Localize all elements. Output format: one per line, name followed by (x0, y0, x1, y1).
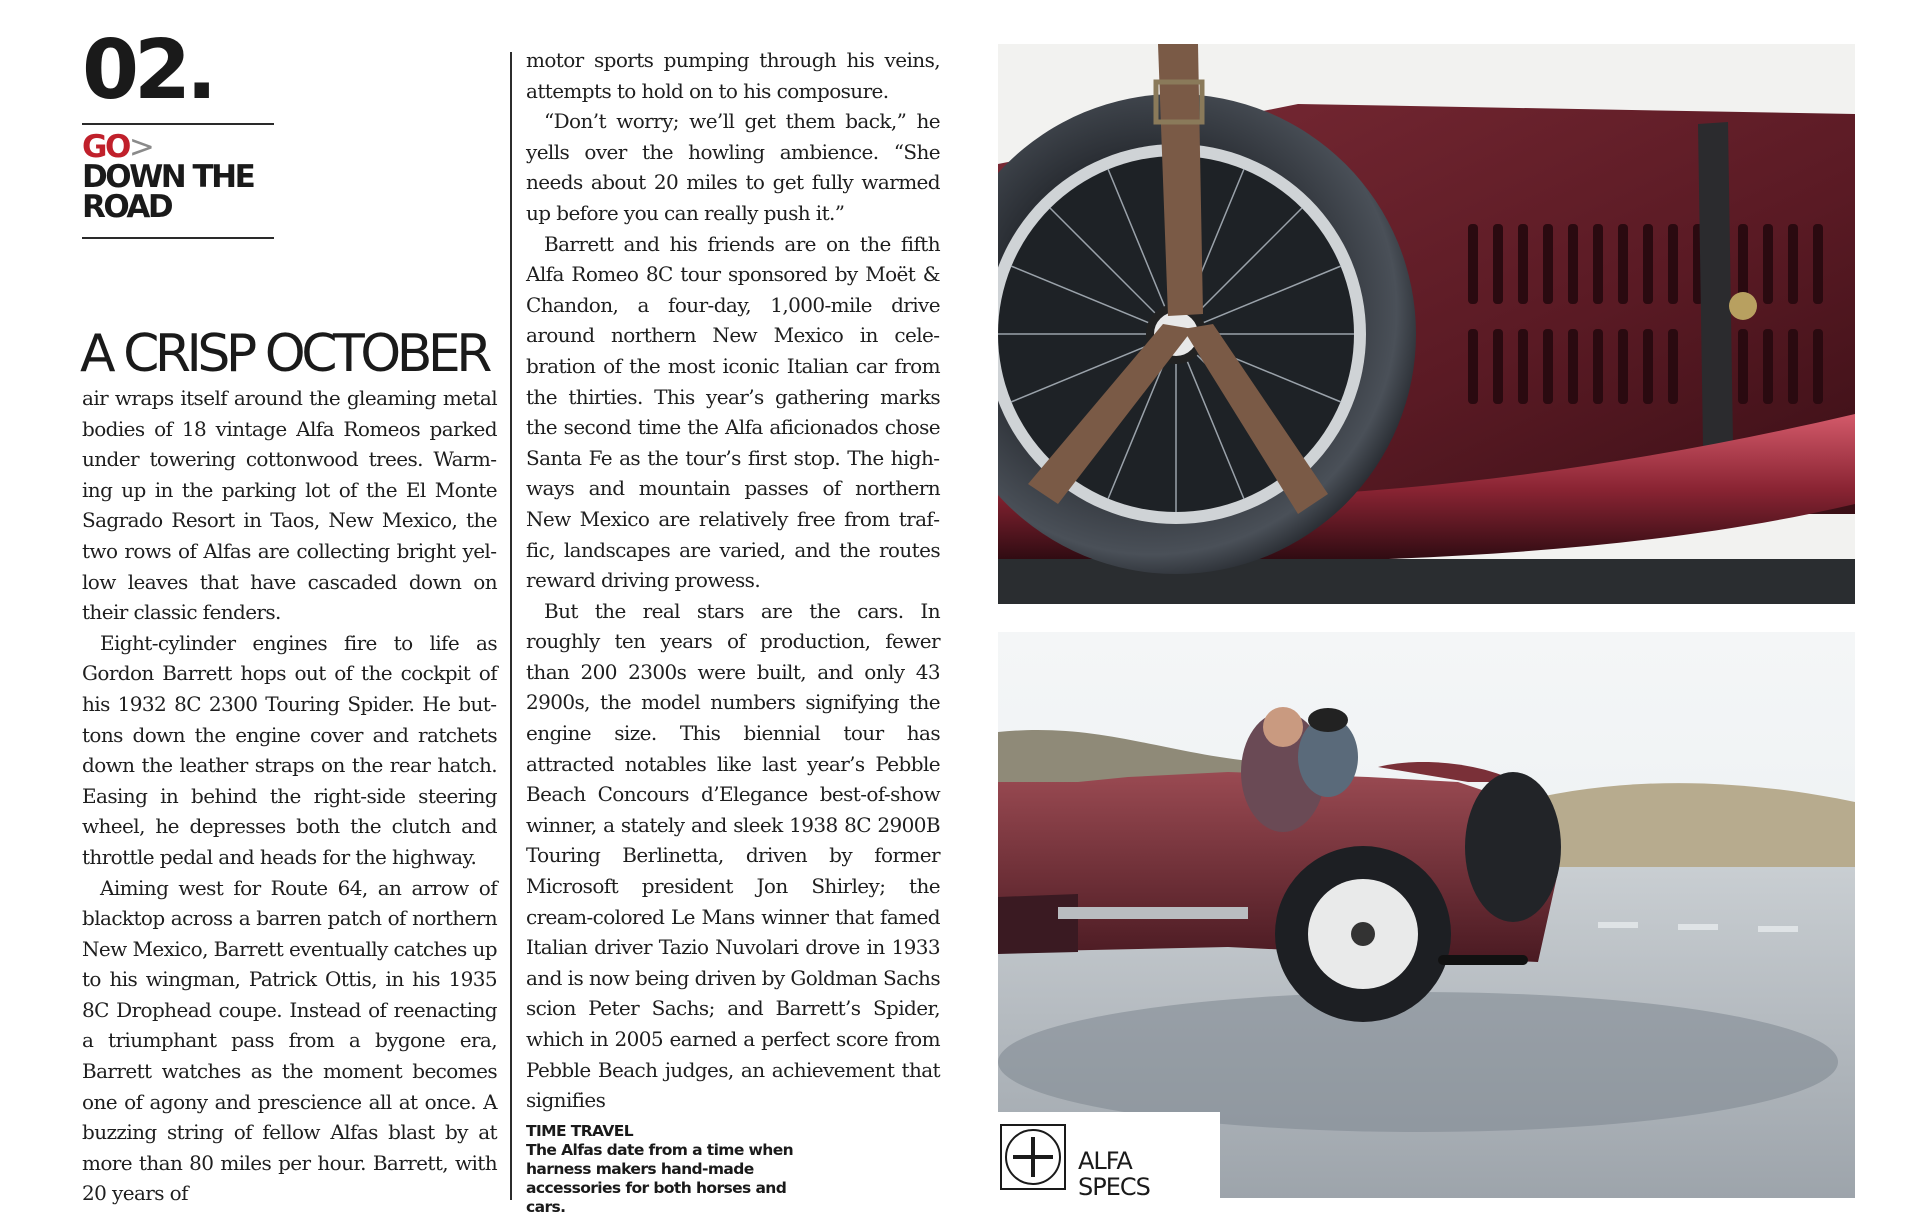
header-rule-top (82, 123, 274, 125)
paragraph: air wraps itself around the gleaming metal bodies of 18 vintage Alfa Romeos parked under towering cottonwood trees. Warming up in the parking lot of the El Monte Sagrado Resort in Taos, New Mexico, the two rows of Alfas are collecting bright yellow leaves that have cascaded down on their classic fenders. (82, 386, 497, 625)
kicker-go: GO (82, 129, 129, 165)
paragraph: Eight-cylinder engines fire to life as Gordon Barrett hops out of the cockpit of his 1932 8C 2300 Touring Spider. He buttons down the engine cover and ratchets down the leather straps on the rear hatch. Easing in behind the right-side steering wheel, he depresses both the clutch and throttle pedal and heads for the highway. (82, 630, 497, 869)
photo-spare-wheel (998, 44, 1855, 604)
photo-caption (526, 1122, 826, 1217)
section-kicker (82, 129, 282, 225)
section-number: 02. (82, 23, 213, 118)
article-headline: A CRISP OCTOBER (80, 324, 488, 384)
paragraph: Barrett and his friends are on the fifth Alfa Romeo 8C tour sponsored by Moët & Chandon, a four-day, 1,000-mile drive around northern New Mexico in celebration of the most iconic Italian car from the thirties. This year’s gathering marks the second time the Alfa aficionados chose Santa Fe as the tour’s first stop. The highways and mountain passes of northern New Mexico are relatively free from traffic, landscapes are varied, and the routes reward driving prowess. (526, 231, 940, 593)
specs-label-line1: ALFA (1078, 1147, 1132, 1175)
circle-plus-icon (1000, 1124, 1066, 1190)
paragraph: “Don’t worry; we’ll get them back,” he yells over the howling ambience. “She needs about 20 miles to get fully warmed up before you can really push it.” (526, 109, 940, 225)
article-column-1 (82, 383, 497, 1209)
paragraph: But the real stars are the cars. In roughly ten years of production, fewer than 200 2300s were built, and only 43 2900s, the model numbers signifying the engine size. This biennial tour has attracted notables like last year’s Pebble Beach Concours d’Elegance best-of-show winner, a stately and sleek 1938 8C 2900B Touring Berlinetta, driven by former Microsoft president Jon Shirley; the cream-colored Le Mans winner that famed Italian driver Tazio Nuvolari drove in 1933 and is now being driven by Goldman Sachs scion Peter Sachs; and Barrett’s Spider, which in 2005 earned a perfect score from Pebble Beach judges, an achievement that signifies (526, 598, 940, 1113)
kicker-title: DOWN THE ROAD (82, 159, 254, 225)
caption-text: The Alfas date from a time when harness makers hand-made accessories for both horses and cars. (526, 1141, 794, 1216)
article-column-2 (526, 45, 940, 1116)
paragraph: Aiming west for Route 64, an arrow of blacktop across a barren patch of northern New Mexico, Barrett eventually catches up to his wingman, Patrick Ottis, in his 1935 8C Drophead coupe. Instead of reenacting a triumphant pass from a bygone era, Barrett watches as the moment becomes one of agony and prescience all at once. A buzzing string of fellow Alfas blast by at more than 80 miles per hour. Barrett, with 20 years of (82, 875, 497, 1206)
column-divider (510, 52, 512, 1200)
paragraph: motor sports pumping through his veins, attempts to hold on to his composure. (526, 48, 940, 103)
specs-label (1078, 1148, 1150, 1200)
alfa-specs-badge (998, 1112, 1220, 1200)
caption-title: TIME TRAVEL (526, 1122, 634, 1140)
specs-label-line2: SPECS (1078, 1173, 1150, 1201)
header-rule-bottom (82, 237, 274, 239)
kicker-arrow: > (128, 129, 153, 165)
